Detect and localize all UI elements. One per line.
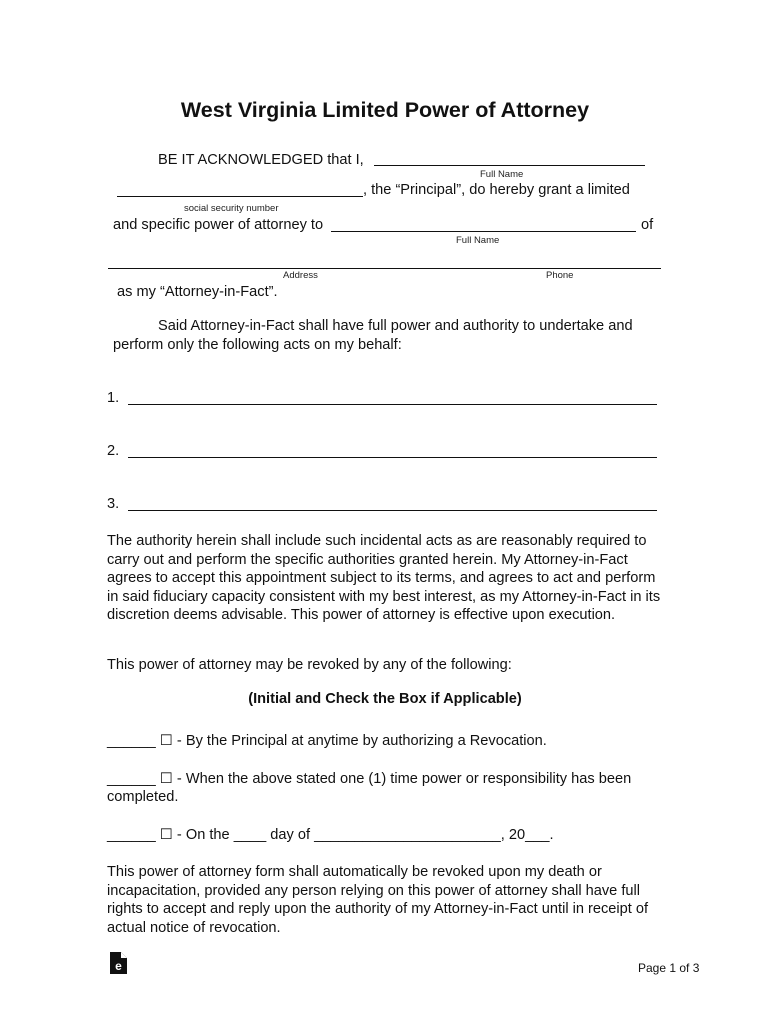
revocation-option-completed bbox=[107, 770, 631, 787]
address-caption: Address bbox=[283, 270, 318, 281]
revocation-option-date bbox=[107, 826, 554, 843]
agent-name-caption: Full Name bbox=[456, 235, 500, 246]
document-title: West Virginia Limited Power of Attorney bbox=[180, 98, 590, 122]
revocation-subhead: (Initial and Check the Box if Applicable) bbox=[248, 691, 522, 707]
authority-line-1: Said Attorney-in-Fact shall have full power and authority to undertake and bbox=[158, 318, 633, 334]
year-field[interactable]: ___ bbox=[525, 827, 550, 843]
ssn-caption: social security number bbox=[184, 203, 279, 214]
act-field-3[interactable] bbox=[128, 510, 657, 511]
act-number-3: 3. bbox=[107, 496, 120, 512]
phone-caption: Phone bbox=[546, 270, 574, 281]
eforms-logo-icon bbox=[110, 952, 127, 974]
acknowledged-text: BE IT ACKNOWLEDGED that I, bbox=[158, 152, 364, 168]
act-field-1[interactable] bbox=[128, 404, 657, 405]
year-prefix: , 20 bbox=[500, 827, 526, 843]
option-label-continued: completed. bbox=[107, 789, 179, 805]
of-text: of bbox=[641, 217, 654, 233]
principal-name-caption: Full Name bbox=[480, 169, 524, 180]
incidental-authority-paragraph: The authority herein shall include such incidental acts as are reasonably required to carry out and perform the specific authorities granted herein. My Attorney-in-Fact agrees to accept this appointment subject to its terms, and agrees to act and perform in said fiduciary capacity consistent with my best interest, as my Attorney-in-Fact in its discretion deems advisable. This power of attorney is effective upon execution. bbox=[107, 533, 661, 624]
act-number-1: 1. bbox=[107, 390, 120, 406]
checkbox-icon[interactable]: ☐ bbox=[159, 733, 173, 749]
option-label: - By the Principal at anytime by authorizing a Revocation. bbox=[176, 733, 547, 749]
option-label: - When the above stated one (1) time power or responsibility has been bbox=[176, 771, 632, 787]
as-my-attorney-text: as my “Attorney-in-Fact”. bbox=[117, 284, 278, 300]
checkbox-icon[interactable]: ☐ bbox=[159, 827, 173, 843]
day-of-label: day of bbox=[270, 827, 311, 843]
page-number: Page 1 of 3 bbox=[638, 961, 700, 975]
automatic-revocation-paragraph: This power of attorney form shall automatically be revoked upon my death or incapacitation, provided any person relying on this power of attorney shall have full rights to accept and reply upon the authority of my Attorney-in-Fact until in receipt of actual notice of revocation. bbox=[107, 864, 649, 936]
initial-field[interactable]: ______ bbox=[107, 827, 156, 843]
act-field-2[interactable] bbox=[128, 457, 657, 458]
initial-field[interactable]: ______ bbox=[107, 771, 156, 787]
principal-name-field[interactable] bbox=[374, 165, 645, 166]
revocation-intro: This power of attorney may be revoked by any of the following: bbox=[107, 657, 512, 673]
initial-field[interactable]: ______ bbox=[107, 733, 156, 749]
revocation-option-principal bbox=[107, 732, 547, 749]
act-number-2: 2. bbox=[107, 443, 120, 459]
principal-text: , the “Principal”, do hereby grant a limited bbox=[363, 182, 630, 198]
ssn-field[interactable] bbox=[117, 196, 363, 197]
year-suffix: . bbox=[549, 827, 554, 843]
agent-address-phone-field[interactable] bbox=[108, 268, 661, 269]
option-label: - On the bbox=[176, 827, 230, 843]
month-field[interactable]: _______________________ bbox=[314, 827, 501, 843]
authority-line-2: perform only the following acts on my behalf: bbox=[113, 337, 402, 353]
checkbox-icon[interactable]: ☐ bbox=[159, 771, 173, 787]
specific-power-text: and specific power of attorney to bbox=[113, 217, 324, 233]
svg-text:e: e bbox=[115, 959, 122, 973]
day-field[interactable]: ____ bbox=[233, 827, 267, 843]
agent-name-field[interactable] bbox=[331, 231, 636, 232]
